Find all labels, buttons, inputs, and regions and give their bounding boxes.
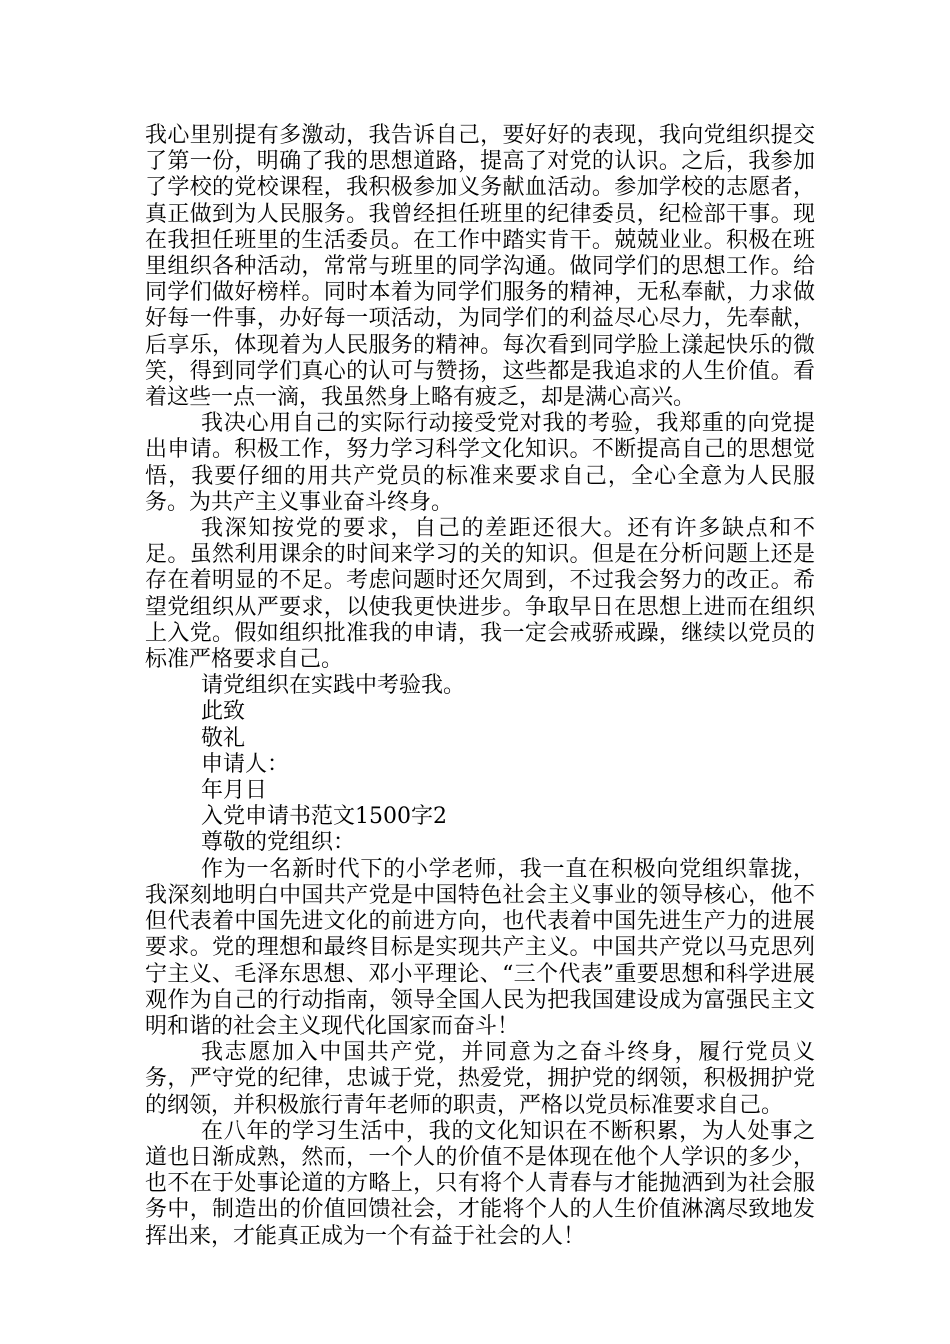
paragraph-continued: 我心里别提有多激动，我告诉自己，要好好的表现，我向党组织提交了第一份，明确了我的思想道路，提高了对党的认识。之后，我参加了学校的党校课程，我积极参加义务献血活动。参加学校的志愿者，真正做到为人民服务。我曾经担任班里的纪律委员，纪检部干事。现在我担任班里的生活委员。在工作中踏实肯干。兢兢业业。积极在班里组织各种活动，常常与班里的同学沟通。做同学们的思想工作。给同学们做好榜样。同时本着为同学们服务的精神，无私奉献，力求做好每一件事，办好每一项活动，为同学们的利益尽心尽力，先奉献，后享乐，体现着为人民服务的精神。每次看到同学脸上漾起快乐的微笑，得到同学们真心的认可与赞扬，这些都是我追求的人生价值。看着这些一点一滴，我虽然身上略有疲乏，却是满心高兴。: [145, 123, 815, 411]
closing-request-line: 请党组织在实践中考验我。: [201, 673, 466, 699]
paragraph-teacher-intro: 作为一名新时代下的小学老师，我一直在积极向党组织靠拢，我深刻地明白中国共产党是中国特色社会主义事业的领导核心，他不但代表着中国先进文化的前进方向，也代表着中国先进生产力的进展要求。党的理想和最终目标是实现共产主义。中国共产党以马克思列宁主义、毛泽东思想、邓小平理论、“三个代表”重要思想和科学进展观作为自己的行动指南，领导全国人民为把我国建设成为富强民主文明和谐的社会主义现代化国家而奋斗！: [145, 856, 815, 1039]
paragraph-shortcomings: 我深知按党的要求，自己的差距还很大。还有许多缺点和不足。虽然利用课余的时间来学习的关的知识。但是在分析问题上还是存在着明显的不足。考虑问题时还欠周到，不过我会努力的改正。希望党组织从严要求，以使我更快进步。争取早日在思想上进而在组织上入党。假如组织批准我的申请，我一定会戒骄戒躁，继续以党员的标准严格要求自己。: [145, 516, 815, 673]
date-line: 年月日: [201, 778, 268, 804]
document-body: [145, 123, 815, 1250]
paragraph-volunteer: 我志愿加入中国共产党，并同意为之奋斗终身，履行党员义务，严守党的纪律，忠诚于党，热爱党，拥护党的纲领，积极拥护党的纲领，并积极旅行青年老师的职责，严格以党员标准要求自己。: [145, 1040, 815, 1118]
salutation-cizhi: 此致: [201, 699, 246, 725]
sample-title: 入党申请书范文1500字2: [201, 804, 447, 830]
greeting-line: 尊敬的党组织：: [201, 830, 356, 856]
paragraph-resolve: 我决心用自己的实际行动接受党对我的考验，我郑重的向党提出申请。积极工作，努力学习科学文化知识。不断提高自己的思想觉悟，我要仔细的用共产党员的标准来要求自己，全心全意为人民服务。为共产主义事业奋斗终身。: [145, 411, 815, 515]
salutation-jingli: 敬礼: [201, 725, 246, 751]
paragraph-eight-years: 在八年的学习生活中，我的文化知识在不断积累，为人处事之道也日渐成熟，然而，一个人的价值不是体现在他个人学识的多少，也不在于处事论道的方略上，只有将个人青春与才能抛洒到为社会服务中，制造出的价值回馈社会，才能将个人的人生价值淋漓尽致地发挥出来，才能真正成为一个有益于社会的人！: [145, 1118, 815, 1249]
applicant-line: 申请人：: [201, 751, 290, 777]
